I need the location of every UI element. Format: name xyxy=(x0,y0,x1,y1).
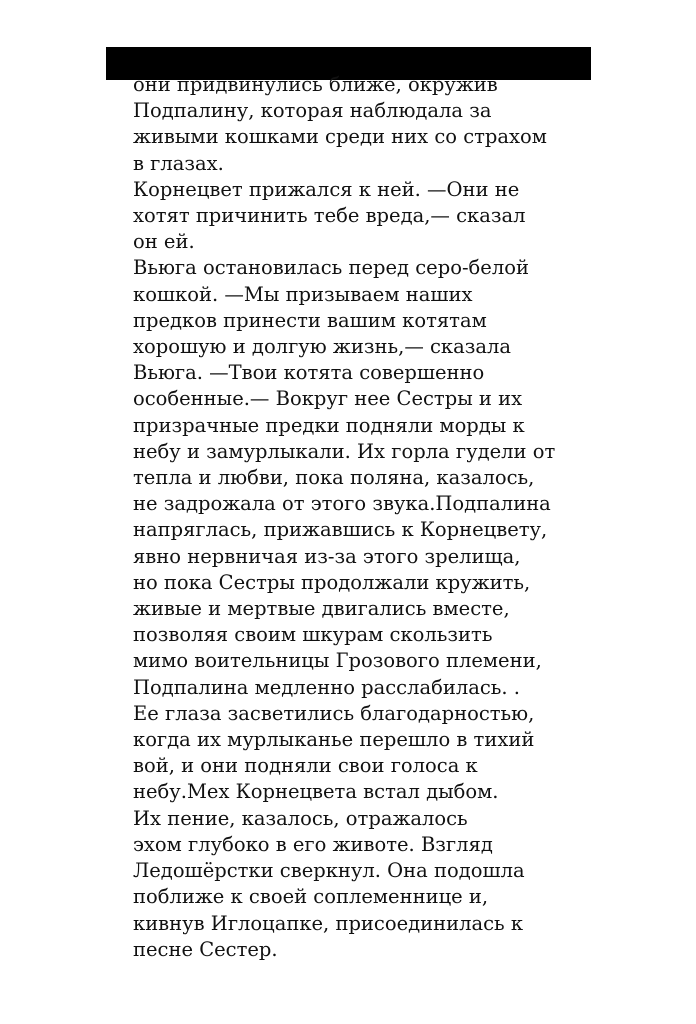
text-line: эхом глубоко в его животе. Взгляд xyxy=(133,832,493,856)
text-line: Подпалина медленно расслабилась. . xyxy=(133,675,521,699)
text-line: хотят причинить тебе вреда,— сказал xyxy=(133,204,526,228)
text-line: но пока Сестры продолжали кружить, xyxy=(133,570,531,594)
text-line: кошкой. —Мы призываем наших xyxy=(133,282,473,306)
text-line: Ледошёрстки сверкнул. Она подошла xyxy=(133,859,525,883)
text-line: предков принести вашим котятам xyxy=(133,308,487,332)
text-line: Вьюга остановилась перед серо-белой xyxy=(133,256,529,280)
text-line: небу и замурлыкали. Их горла гудели от xyxy=(133,439,556,463)
page-text xyxy=(133,72,603,963)
text-line: явно нервничая из-за этого зрелища, xyxy=(133,544,521,568)
text-line: Ее глаза засветились благодарностью, xyxy=(133,701,535,725)
text-line: когда их мурлыканье перешло в тихий xyxy=(133,728,535,752)
text-line: они придвинулись ближе, окружив xyxy=(133,73,498,96)
text-line: песне Сестер. xyxy=(133,937,278,961)
text-line: тепла и любви, пока поляна, казалось, xyxy=(133,466,535,490)
text-line: кивнув Иглоцапке, присоединилась к xyxy=(133,911,524,935)
text-line: в глазах. xyxy=(133,151,224,175)
text-line: Корнецвет прижался к ней. —Они не xyxy=(133,177,520,201)
text-line: он ей. xyxy=(133,230,195,254)
text-line: Вьюга. —Твои котята совершенно xyxy=(133,361,485,385)
text-line: напряглась, прижавшись к Корнецвету, xyxy=(133,518,548,542)
text-line: небу.Мех Корнецвета встал дыбом. xyxy=(133,780,499,804)
text-line: Их пение, казалось, отражалось xyxy=(133,806,468,830)
text-line: хорошую и долгую жизнь,— сказала xyxy=(133,335,512,359)
text-line: вой, и они подняли свои голоса к xyxy=(133,754,478,778)
text-line: особенные.— Вокруг нее Сестры и их xyxy=(133,387,523,411)
text-line: призрачные предки подняли морды к xyxy=(133,413,525,437)
text-line: не задрожала от этого звука.Подпалина xyxy=(133,492,551,516)
text-line: живыми кошками среди них со страхом xyxy=(133,125,547,149)
text-line: позволяя своим шкурам скользить xyxy=(133,623,493,647)
text-line: мимо воительницы Грозового племени, xyxy=(133,649,542,673)
text-line: Подпалину, которая наблюдала за xyxy=(133,99,492,123)
text-line: поближе к своей соплеменнице и, xyxy=(133,885,489,909)
text-line: живые и мертвые двигались вместе, xyxy=(133,597,510,621)
